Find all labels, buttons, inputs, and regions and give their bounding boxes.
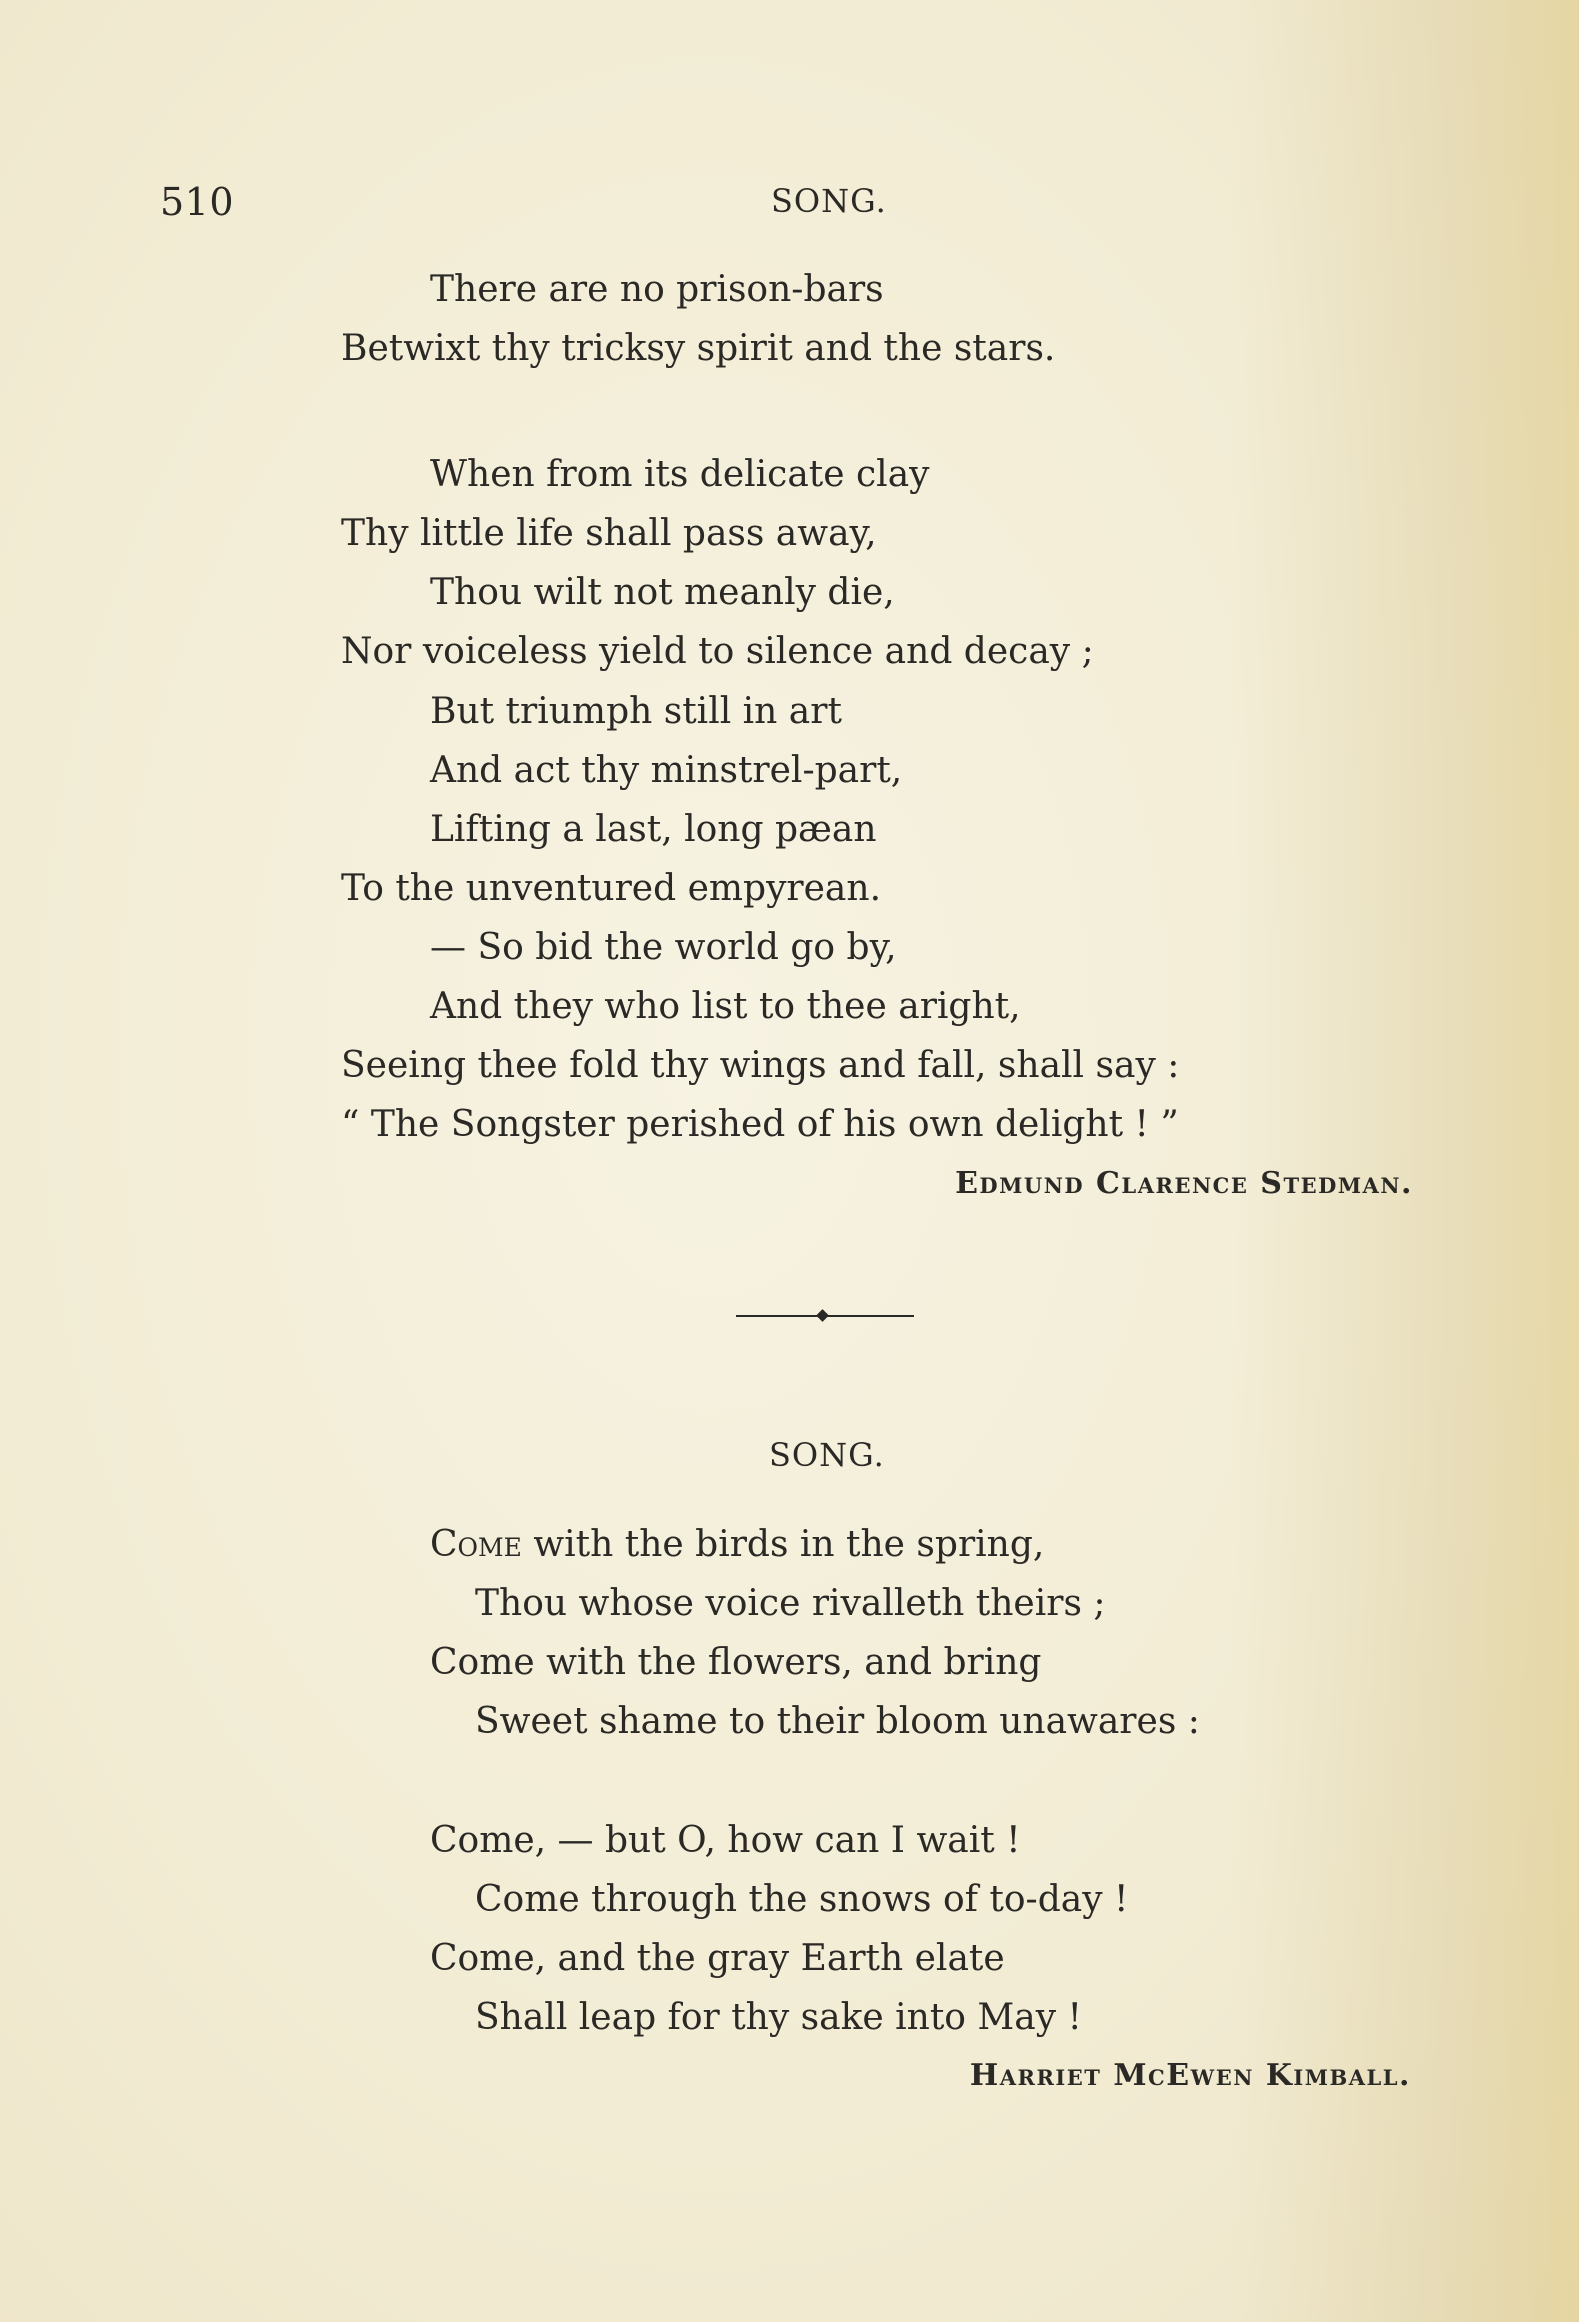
poem-line: Come, — but O, how can I wait ! (430, 1820, 1021, 1861)
poem1-author: Edmund Clarence Stedman. (955, 1166, 1413, 1201)
ornament-divider (736, 1310, 914, 1322)
poem-line: Thou wilt not meanly die, (430, 572, 895, 613)
poem-line: Lifting a last, long pæan (430, 809, 877, 850)
poem-line: Come through the snows of to-day ! (475, 1879, 1129, 1920)
poem-line: Nor voiceless yield to silence and decay ; (341, 631, 1094, 672)
poem-line: “ The Songster perished of his own delight ! ” (341, 1104, 1179, 1145)
running-head: SONG. (771, 182, 887, 220)
poem-line: Shall leap for thy sake into May ! (475, 1997, 1082, 2038)
poem-line: Come, and the gray Earth elate (430, 1938, 1005, 1979)
poem-line: Come with the flowers, and bring (430, 1642, 1042, 1683)
poem-line: But triumph still in art (430, 691, 842, 732)
poem-line: When from its delicate clay (430, 454, 930, 495)
poem2-title: SONG. (769, 1436, 885, 1474)
poem-line: And they who list to thee aright, (430, 986, 1021, 1027)
poem-line: To the unventured empyrean. (341, 868, 882, 909)
poem-line: — So bid the world go by, (430, 927, 897, 968)
page-number: 510 (160, 180, 235, 224)
poem-line: And act thy minstrel-part, (430, 750, 903, 791)
poem-line: There are no prison-bars (430, 269, 884, 310)
poem-line: Betwixt thy tricksy spirit and the stars. (341, 328, 1056, 369)
poem-line: Thy little life shall pass away, (341, 513, 877, 554)
poem-line: Sweet shame to their bloom unawares : (475, 1701, 1200, 1742)
poem2-first-line-rest: with the birds in the spring, (521, 1524, 1045, 1565)
poem-line: Seeing thee fold thy wings and fall, shall say : (341, 1045, 1180, 1086)
poem2-first-word: Come (430, 1524, 522, 1565)
poem-line: Thou whose voice rivalleth theirs ; (475, 1583, 1106, 1624)
poem-line (430, 1524, 1045, 1565)
poem2-author: Harriet McEwen Kimball. (969, 2058, 1411, 2093)
